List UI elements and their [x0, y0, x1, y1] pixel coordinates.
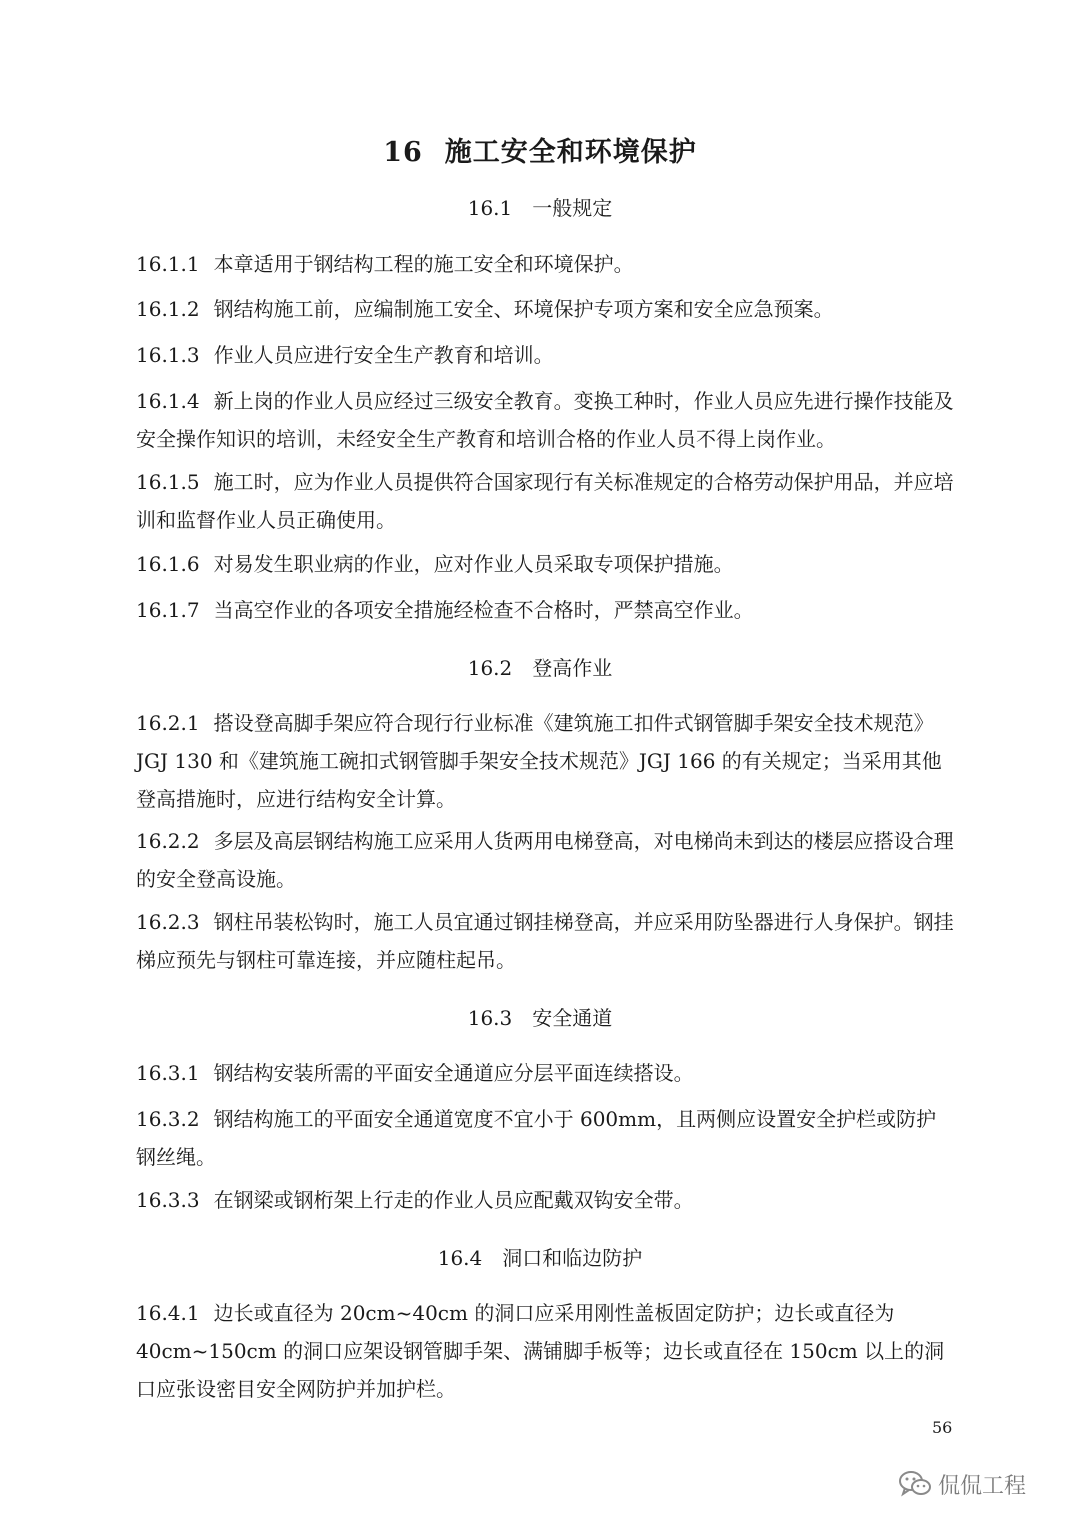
- clause-number: 16.1.6: [136, 552, 200, 576]
- chapter-number: 16: [383, 137, 423, 168]
- clause: [136, 463, 954, 539]
- clause-text: 新上岗的作业人员应经过三级安全教育。变换工种时，作业人员应先进行操作技能及安全操作知识的培训，未经安全生产教育和培训合格的作业人员不得上岗作业。: [136, 389, 954, 451]
- section-title-text: 一般规定: [532, 196, 613, 220]
- clause: [136, 545, 954, 583]
- clause-text: 施工时，应为作业人员提供符合国家现行有关标准规定的合格劳动保护用品，并应培训和监督作业人员正确使用。: [136, 470, 954, 532]
- section-number: 16.4: [437, 1246, 483, 1270]
- clause: [136, 290, 954, 328]
- clause-text: 当高空作业的各项安全措施经检查不合格时，严禁高空作业。: [213, 598, 754, 622]
- section-title: [0, 652, 1080, 681]
- clause-number: 16.4.1: [136, 1301, 200, 1325]
- clause-text: 钢柱吊装松钩时，施工人员宜通过钢挂梯登高，并应采用防坠器进行人身保护。钢挂梯应预先与钢柱可靠连接，并应随柱起吊。: [136, 910, 954, 972]
- clause-text: 钢结构安装所需的平面安全通道应分层平面连续搭设。: [213, 1061, 694, 1085]
- clause-number: 16.1.4: [136, 389, 200, 413]
- chapter-title-text: 施工安全和环境保护: [444, 137, 697, 168]
- clause-text: 边长或直径为 20cm~40cm 的洞口应采用刚性盖板固定防护；边长或直径为 40cm~150cm 的洞口应架设钢管脚手架、满铺脚手板等；边长或直径在 150cm 以上的洞口应张设密目安全网防护并加护栏。: [136, 1301, 945, 1401]
- clause: [136, 1294, 954, 1408]
- clause-number: 16.3.1: [136, 1061, 200, 1085]
- clause: [136, 822, 954, 898]
- clause: [136, 704, 954, 818]
- clause-text: 搭设登高脚手架应符合现行行业标准《建筑施工扣件式钢管脚手架安全技术规范》JGJ 130 和《建筑施工碗扣式钢管脚手架安全技术规范》JGJ 166 的有关规定；当采用其他登高措施时，应进行结构安全计算。: [136, 711, 942, 811]
- clause-text: 本章适用于钢结构工程的施工安全和环境保护。: [213, 252, 634, 276]
- clause: [136, 1181, 954, 1219]
- watermark: [898, 1466, 1026, 1502]
- section-title: [0, 1242, 1080, 1271]
- section-title-text: 洞口和临边防护: [502, 1246, 643, 1270]
- clause-number: 16.2.3: [136, 910, 200, 934]
- clause: [136, 903, 954, 979]
- watermark-text: 侃侃工程: [938, 1473, 1027, 1499]
- clause-text: 钢结构施工前，应编制施工安全、环境保护专项方案和安全应急预案。: [213, 297, 834, 321]
- section-title: [0, 1002, 1080, 1031]
- clause: [136, 591, 954, 629]
- wechat-icon: [898, 1469, 932, 1499]
- clause-number: 16.1.3: [136, 343, 200, 367]
- clause-text: 作业人员应进行安全生产教育和培训。: [213, 343, 554, 367]
- clause: [136, 1054, 954, 1092]
- clause-number: 16.1.1: [136, 252, 200, 276]
- clause-number: 16.1.7: [136, 598, 200, 622]
- section-number: 16.2: [467, 656, 513, 680]
- clause-number: 16.3.3: [136, 1188, 200, 1212]
- clause: [136, 245, 954, 283]
- clause: [136, 336, 954, 374]
- page-number: 56: [932, 1418, 953, 1437]
- clause-text: 钢结构施工的平面安全通道宽度不宜小于 600mm，且两侧应设置安全护栏或防护钢丝绳。: [136, 1107, 937, 1169]
- clause: [136, 382, 954, 458]
- clause-number: 16.2.2: [136, 829, 200, 853]
- section-number: 16.3: [467, 1006, 513, 1030]
- clause-number: 16.2.1: [136, 711, 200, 735]
- clause-number: 16.1.5: [136, 470, 200, 494]
- clause-text: 在钢梁或钢桁架上行走的作业人员应配戴双钩安全带。: [213, 1188, 694, 1212]
- clause-number: 16.1.2: [136, 297, 200, 321]
- clause-text: 多层及高层钢结构施工应采用人货两用电梯登高，对电梯尚未到达的楼层应搭设合理的安全登高设施。: [136, 829, 954, 891]
- clause: [136, 1100, 954, 1176]
- section-title-text: 安全通道: [532, 1006, 613, 1030]
- clause-text: 对易发生职业病的作业，应对作业人员采取专项保护措施。: [213, 552, 734, 576]
- clause-number: 16.3.2: [136, 1107, 200, 1131]
- section-title-text: 登高作业: [532, 656, 613, 680]
- section-title: [0, 192, 1080, 221]
- chapter-title: [0, 130, 1080, 169]
- section-number: 16.1: [467, 196, 513, 220]
